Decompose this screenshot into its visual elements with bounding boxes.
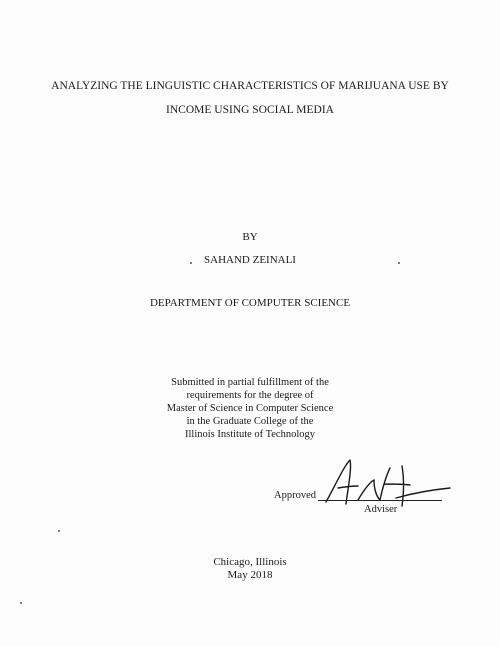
scan-speck <box>398 262 400 264</box>
author-name: SAHAND ZEINALI <box>204 254 296 266</box>
submission-line: Master of Science in Computer Science <box>166 403 334 414</box>
scan-speck <box>20 602 22 604</box>
scan-speck <box>190 262 192 264</box>
submission-line: Illinois Institute of Technology <box>184 429 315 440</box>
by-label: BY <box>242 231 258 243</box>
department-name: DEPARTMENT OF COMPUTER SCIENCE <box>149 297 351 309</box>
adviser-signature <box>318 454 458 510</box>
scan-speck <box>58 530 60 532</box>
submission-line: in the Graduate College of the <box>186 416 314 427</box>
title-line-2: INCOME USING SOCIAL MEDIA <box>166 104 334 116</box>
date: May 2018 <box>227 569 273 581</box>
submission-line: Submitted in partial fulfillment of the <box>171 377 329 388</box>
location: Chicago, Illinois <box>213 556 287 568</box>
approved-label: Approved <box>274 490 316 501</box>
signature-line <box>318 500 442 501</box>
adviser-label: Adviser <box>364 504 398 515</box>
title-line-1: ANALYZING THE LINGUISTIC CHARACTERISTICS OF MARIJUANA USE BY <box>51 80 449 92</box>
submission-line: requirements for the degree of <box>186 390 314 401</box>
